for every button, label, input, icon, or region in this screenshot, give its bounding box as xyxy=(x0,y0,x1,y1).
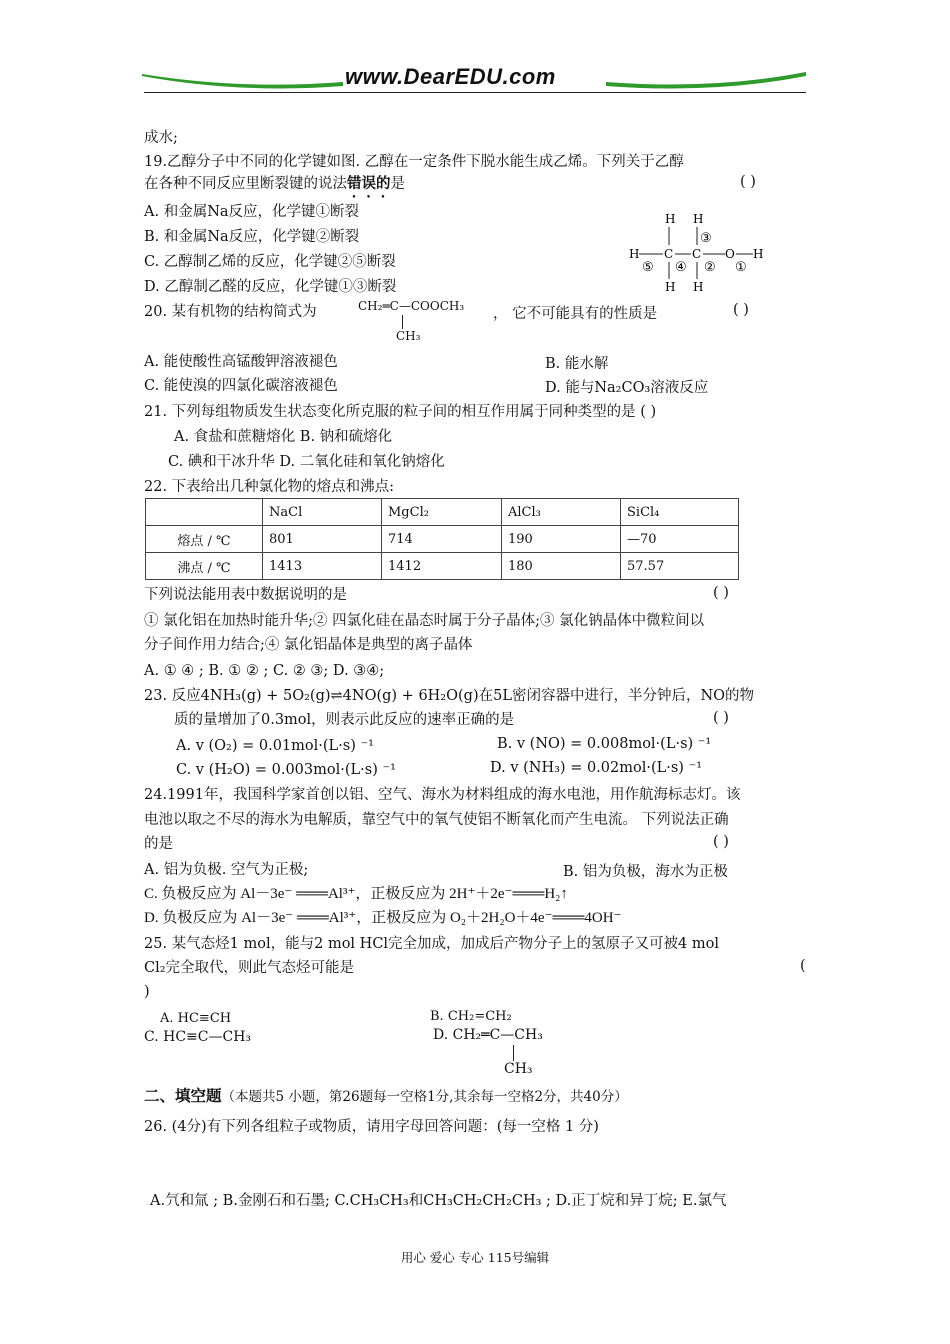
atom-o: O xyxy=(725,247,735,261)
q20-stem-pre: 20. 某有机物的结构简式为 xyxy=(144,304,317,320)
q19-option-a: A. 和金属Na反应，化学键①断裂 xyxy=(144,204,360,220)
table-header-cell: SiCl₄ xyxy=(621,499,739,526)
q24-option-d: D. 负极反应为 Al－3e⁻ ═══Al³⁺，正极反应为 O₂＋2H₂O＋4e⁻═══4OH⁻ xyxy=(144,910,622,926)
q19-post: 是 xyxy=(390,176,405,192)
table-row xyxy=(146,526,739,553)
atom-c: C xyxy=(692,247,702,261)
q26-stem: 26. (4分)有下列各组粒子或物质，请用字母回答问题：(每一空格 1 分) xyxy=(144,1119,599,1135)
q25-option-c: C. HC≡C—CH₃ xyxy=(144,1029,252,1045)
text-line: 成水; xyxy=(144,130,178,146)
q23-answer-paren: ( ) xyxy=(713,710,729,726)
section-note: （本题共5 小题，第26题每一空格1分,其余每一空格2分，共40分） xyxy=(221,1089,628,1105)
q19-option-c: C. 乙醇制乙烯的反应，化学键②⑤断裂 xyxy=(144,254,396,270)
q23-option-b: B. v (NO) = 0.008mol·(L·s) ⁻¹ xyxy=(497,736,712,752)
table-cell: 57.57 xyxy=(621,553,739,580)
q25-option-d-main: D. CH₂═C—CH₃ xyxy=(433,1027,543,1043)
atom-h: H xyxy=(629,247,640,261)
page-footer: 用心 爱心 专心 115号编辑 xyxy=(400,1250,550,1265)
bond-label-2: ② xyxy=(704,260,716,275)
q20-option-a: A. 能使酸性高锰酸钾溶液褪色 xyxy=(144,354,338,370)
table-header-cell: MgCl₂ xyxy=(382,499,502,526)
q20-structure-main: CH₂═C—COOCH₃ xyxy=(358,299,465,313)
q23-option-c: C. v (H₂O) = 0.003mol·(L·s) ⁻¹ xyxy=(176,762,396,778)
table-header-cell xyxy=(146,499,263,526)
q19-answer-paren: ( ) xyxy=(740,174,756,190)
q26-options: A.氕和氚 ; B.金刚石和石墨; C.CH₃CH₃和CH₃CH₂CH₂CH₃ ; D.正丁烷和异丁烷; E.氯气 xyxy=(150,1193,727,1209)
atom-h: H xyxy=(665,212,676,226)
q23-option-d: D. v (NH₃) = 0.02mol·(L·s) ⁻¹ xyxy=(490,760,703,776)
atom-h: H xyxy=(665,280,676,294)
q24-stem-3: 的是 xyxy=(144,836,173,852)
q25-paren-left: ( xyxy=(800,958,806,974)
section-title: 二、填空题 xyxy=(144,1086,222,1105)
bond-label-1: ① xyxy=(735,260,747,275)
q24-option-b: B. 铝为负极，海水为正极 xyxy=(563,864,728,880)
q24-stem-2: 电池以取之不尽的海水为电解质，靠空气中的氧气使铝不断氧化而产生电流。 下列说法正确 xyxy=(144,812,729,828)
q22-stem: 22. 下表给出几种氯化物的熔点和沸点: xyxy=(144,479,395,495)
table-header-cell: AlCl₃ xyxy=(502,499,621,526)
table-header-row xyxy=(146,499,739,526)
table-cell: 1413 xyxy=(263,553,382,580)
q21-options-ab: A. 食盐和蔗糖熔化 B. 钠和硫熔化 xyxy=(174,429,393,445)
atom-h: H xyxy=(693,212,704,226)
table-cell: 熔点 / ℃ xyxy=(146,526,263,553)
section-heading xyxy=(144,1084,628,1106)
table-cell: 1412 xyxy=(382,553,502,580)
q25-stem-2: Cl₂完全取代，则此气态烃可能是 xyxy=(144,960,355,976)
q24-stem-1: 24.1991年，我国科学家首创以铝、空气、海水为材料组成的海水电池，用作航海标志灯。该 xyxy=(144,787,741,803)
q20-option-c: C. 能使溴的四氯化碳溶液褪色 xyxy=(144,378,338,394)
chloride-data-table xyxy=(145,498,739,580)
table-cell: 801 xyxy=(263,526,382,553)
q25-option-a: A. HC≡CH xyxy=(160,1011,232,1026)
q25-option-d xyxy=(433,1027,543,1077)
table-row xyxy=(146,553,739,580)
q22-statement-1: ① 氯化铝在加热时能升华;② 四氯化硅在晶态时属于分子晶体;③ 氯化钠晶体中微粒间以 xyxy=(144,613,705,629)
q23-option-a: A. v (O₂) = 0.01mol·(L·s) ⁻¹ xyxy=(176,738,374,754)
header-swoosh-left xyxy=(140,64,345,90)
atom-c: C xyxy=(664,247,674,261)
q20-option-d: D. 能与Na₂CO₃溶液反应 xyxy=(545,380,709,396)
q20-stem-post: ， 它不可能具有的性质是 xyxy=(493,306,658,322)
q21-stem: 21. 下列每组物质发生状态变化所克服的粒子间的相互作用属于同种类型的是 ( ) xyxy=(144,404,657,420)
q23-stem: 23. 反应4NH₃(g) + 5O₂(g)⇌4NO(g) + 6H₂O(g)在5L密闭容器中进行，半分钟后，NO的物 xyxy=(144,688,755,704)
q20-answer-paren: ( ) xyxy=(733,302,749,318)
q19-option-b: B. 和金属Na反应，化学键②断裂 xyxy=(144,229,360,245)
bond-label-3: ③ xyxy=(700,231,712,246)
q22-answer-paren: ( ) xyxy=(713,585,729,601)
table-cell: 180 xyxy=(502,553,621,580)
table-cell: 沸点 / ℃ xyxy=(146,553,263,580)
atom-h: H xyxy=(753,247,764,261)
table-cell: —70 xyxy=(621,526,739,553)
q24-option-a: A. 铝为负极. 空气为正极; xyxy=(144,862,309,878)
bond-label-5: ⑤ xyxy=(642,260,654,275)
header-rule xyxy=(144,92,806,93)
q25-option-d-bond xyxy=(513,1045,514,1061)
q19-emphasis: 错误的 xyxy=(347,175,391,192)
q19-stem-2 xyxy=(144,174,405,201)
site-logo: www.DearEDU.com xyxy=(345,64,556,89)
q20-structure xyxy=(358,299,465,343)
q25-stem-1: 25. 某气态烃1 mol，能与2 mol HCl完全加成，加成后产物分子上的氢原子又可被4 mol xyxy=(144,936,720,952)
q21-options-cd: C. 碘和干冰升华 D. 二氧化硅和氧化钠熔化 xyxy=(168,454,445,470)
header-swoosh-right xyxy=(604,64,808,90)
bond-label-4: ④ xyxy=(675,260,687,275)
q19-option-d: D. 乙醇制乙醛的反应，化学键①③断裂 xyxy=(144,279,397,295)
q24-option-c: C. 负极反应为 Al－3e⁻ ═══Al³⁺，正极反应为 2H⁺＋2e⁻═══H₂↑ xyxy=(144,886,568,902)
q25-option-d-sub: CH₃ xyxy=(504,1061,533,1077)
q22-question: 下列说法能用表中数据说明的是 xyxy=(144,587,347,603)
table-cell: 714 xyxy=(382,526,502,553)
q25-option-b: B. CH₂=CH₂ xyxy=(430,1009,512,1024)
q19-pre: 在各种不同反应里断裂键的说法 xyxy=(144,176,347,192)
q22-options: A. ① ④ ; B. ① ② ; C. ② ③; D. ③④; xyxy=(144,663,385,679)
q19-stem: 19.乙醇分子中不同的化学键如图. 乙醇在一定条件下脱水能生成乙烯。下列关于乙醇 xyxy=(144,154,684,170)
q25-paren-right: ) xyxy=(144,984,150,1000)
q22-statement-2: 分子间作用力结合;④ 氯化铝晶体是典型的离子晶体 xyxy=(144,637,473,653)
q23-stem-2: 质的量增加了0.3mol，则表示此反应的速率正确的是 xyxy=(174,712,515,728)
q24-answer-paren: ( ) xyxy=(713,834,729,850)
q20-structure-sub: CH₃ xyxy=(396,329,421,343)
atom-h: H xyxy=(693,280,704,294)
q20-structure-bond xyxy=(402,315,403,329)
table-header-cell: NaCl xyxy=(263,499,382,526)
q20-option-b: B. 能水解 xyxy=(545,356,609,372)
table-cell: 190 xyxy=(502,526,621,553)
ethanol-structure-diagram xyxy=(625,205,775,295)
